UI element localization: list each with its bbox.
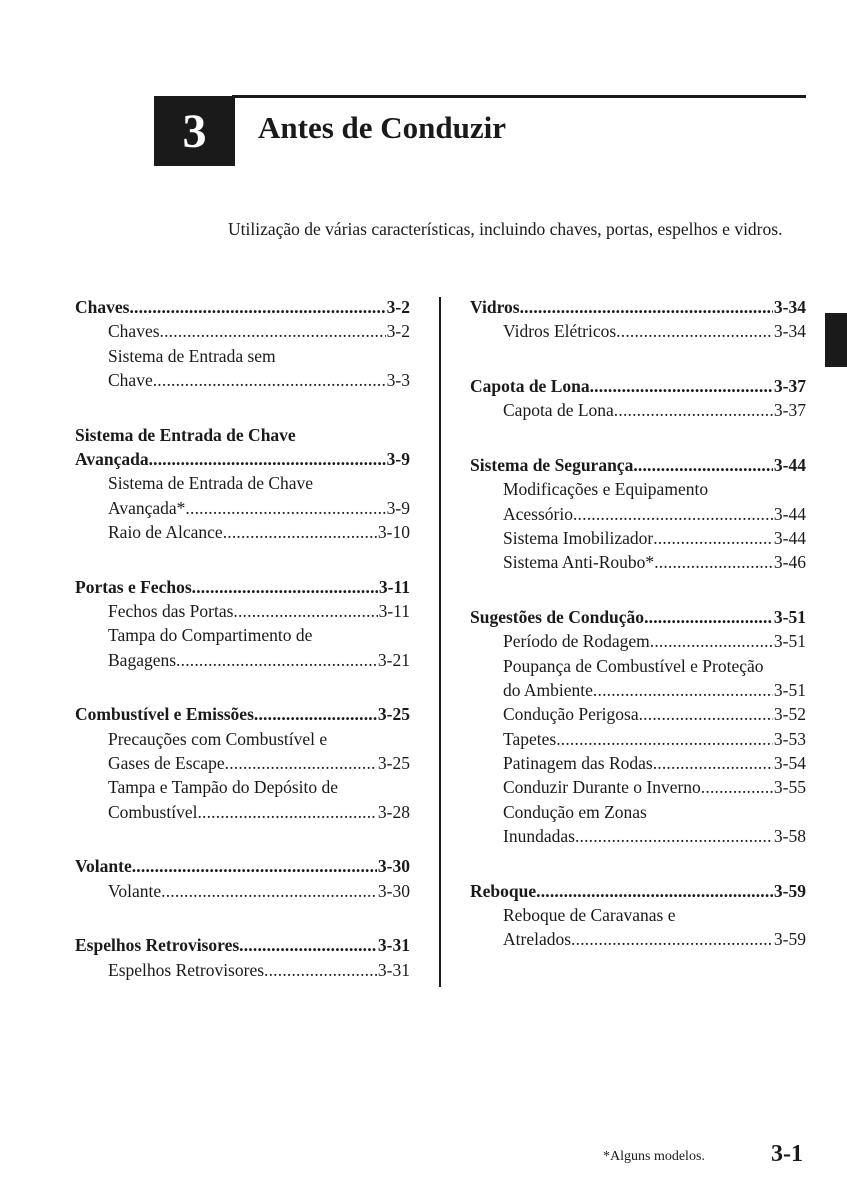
toc-item[interactable] <box>470 629 806 653</box>
dot-leader <box>520 295 773 319</box>
toc-item[interactable] <box>470 502 806 526</box>
dot-leader <box>185 496 385 520</box>
chapter-number-box <box>154 96 235 166</box>
dot-leader <box>223 520 377 544</box>
toc-item-label: Gases de Escape <box>108 752 225 773</box>
dot-leader <box>573 502 773 526</box>
toc-section-heading[interactable] <box>75 702 410 726</box>
column-divider <box>439 297 441 987</box>
toc-section <box>75 702 410 823</box>
toc-item-label: Patinagem das Rodas <box>503 752 653 773</box>
toc-item[interactable] <box>75 599 410 623</box>
chapter-tab-marker <box>825 313 847 367</box>
dot-leader <box>653 526 773 550</box>
dot-leader <box>701 775 773 799</box>
toc-item-line: Tampa do Compartimento de <box>108 625 313 646</box>
toc-item-label: Capota de Lona <box>503 400 614 421</box>
toc-section-heading-label: Volante <box>75 856 132 877</box>
toc-item-page: 3-44 <box>773 503 806 524</box>
toc-item-page: 3-52 <box>773 704 806 725</box>
toc-item-page: 3-28 <box>377 801 410 822</box>
toc-left-column <box>75 295 410 1013</box>
dot-leader <box>653 751 773 775</box>
toc-item[interactable] <box>470 678 806 702</box>
dot-leader <box>153 368 386 392</box>
toc-item-page: 3-37 <box>773 400 806 421</box>
toc-item[interactable] <box>75 648 410 672</box>
toc-item[interactable] <box>470 526 806 550</box>
toc-section <box>470 879 806 952</box>
toc-item-label: Sistema Anti-Roubo* <box>503 552 655 573</box>
toc-item-line: Tampa e Tampão do Depósito de <box>108 777 339 798</box>
toc-item-label: Avançada* <box>108 497 186 518</box>
toc-section-heading-label: Espelhos Retrovisores <box>75 935 240 956</box>
toc-item-label: Acessório <box>503 503 573 524</box>
toc-item[interactable] <box>75 496 410 520</box>
toc-item-page: 3-46 <box>773 552 806 573</box>
toc-item-page: 3-54 <box>773 752 806 773</box>
dot-leader <box>225 751 377 775</box>
toc-item-page: 3-10 <box>377 521 410 542</box>
dot-leader <box>616 319 773 343</box>
toc-item-label: Conduzir Durante o Inverno <box>503 777 701 798</box>
toc-item-page: 3-31 <box>377 959 410 980</box>
toc-item-page: 3-51 <box>773 680 806 701</box>
toc-section-heading-page: 3-30 <box>377 856 410 877</box>
toc-item-label: Chave <box>108 369 153 390</box>
toc-section-heading[interactable] <box>470 453 806 477</box>
toc-section-heading[interactable] <box>75 447 410 471</box>
toc-item-label: Volante <box>108 880 162 901</box>
dot-leader <box>614 398 773 422</box>
toc-section-title-line: Sistema de Entrada de Chave <box>75 424 296 445</box>
toc-item-line: Condução em Zonas <box>503 801 647 822</box>
dot-leader <box>254 702 377 726</box>
toc-section <box>75 295 410 392</box>
toc-right-column <box>470 295 806 982</box>
dot-leader <box>639 702 773 726</box>
dot-leader <box>590 374 773 398</box>
toc-section-heading-label: Portas e Fechos <box>75 576 192 597</box>
toc-section-heading-page: 3-44 <box>773 455 806 476</box>
toc-item[interactable] <box>470 727 806 751</box>
dot-leader <box>161 879 377 903</box>
toc-item-label: Raio de Alcance <box>108 521 223 542</box>
toc-section <box>470 453 806 574</box>
toc-section-heading[interactable] <box>470 374 806 398</box>
toc-section-heading-page: 3-31 <box>377 935 410 956</box>
dot-leader <box>650 629 773 653</box>
toc-item-label: Condução Perigosa <box>503 704 639 725</box>
toc-item-label: Período de Rodagem <box>503 631 650 652</box>
toc-item[interactable] <box>470 751 806 775</box>
toc-section <box>75 854 410 903</box>
toc-item-line: Modificações e Equipamento <box>503 479 709 500</box>
toc-item-line: Reboque de Caravanas e <box>503 904 676 925</box>
toc-item-page: 3-51 <box>773 631 806 652</box>
toc-section-heading-label: Reboque <box>470 880 537 901</box>
toc-item-line: Sistema de Entrada de Chave <box>108 473 314 494</box>
dot-leader <box>644 605 773 629</box>
toc-item-page: 3-59 <box>773 929 806 950</box>
toc-item-label: Chaves <box>108 321 160 342</box>
toc-section-heading-page: 3-34 <box>773 297 806 317</box>
dot-leader <box>129 295 385 319</box>
toc-item-label: Inundadas <box>503 825 575 846</box>
toc-section-heading-page: 3-59 <box>773 880 806 901</box>
toc-item-label: Combustível <box>108 801 198 822</box>
toc-item-label: Espelhos Retrovisores <box>108 959 265 980</box>
toc-item[interactable] <box>75 319 410 343</box>
toc-item[interactable] <box>75 800 410 824</box>
toc-section-heading[interactable] <box>75 933 410 957</box>
toc-item-label: Bagagens <box>108 649 177 670</box>
header-rule <box>232 95 806 98</box>
toc-item-label: Sistema Imobilizador <box>503 528 654 549</box>
dot-leader <box>575 824 773 848</box>
toc-item-page: 3-53 <box>773 728 806 749</box>
toc-section-heading-label: Combustível e Emissões <box>75 704 254 725</box>
toc-item[interactable] <box>470 319 806 343</box>
toc-section-heading[interactable] <box>75 854 410 878</box>
toc-item[interactable] <box>470 824 806 848</box>
toc-item[interactable] <box>75 879 410 903</box>
toc-section-heading-label: Chaves <box>75 297 130 317</box>
dot-leader <box>556 727 773 751</box>
toc-item-page: 3-58 <box>773 825 806 846</box>
toc-item[interactable] <box>75 958 410 982</box>
toc-item[interactable] <box>470 927 806 951</box>
toc-item-page: 3-44 <box>773 528 806 549</box>
toc-item-label: Vidros Elétricos <box>503 321 617 342</box>
toc-section <box>470 295 806 344</box>
dot-leader <box>654 550 773 574</box>
toc-section <box>75 933 410 982</box>
toc-item-page: 3-55 <box>773 777 806 798</box>
footnote: *Alguns modelos. <box>603 1149 705 1164</box>
toc-section-heading-page: 3-2 <box>386 297 410 317</box>
toc-section <box>75 423 410 544</box>
dot-leader <box>176 648 377 672</box>
dot-leader <box>197 800 376 824</box>
toc-section-heading-label: Capota de Lona <box>470 376 590 397</box>
toc-section <box>470 374 806 423</box>
toc-item-page: 3-34 <box>773 321 806 342</box>
dot-leader <box>571 927 773 951</box>
chapter-number: 3 <box>182 104 207 158</box>
dot-leader <box>233 599 377 623</box>
toc-section-heading-label: Sugestões de Condução <box>470 607 645 628</box>
toc-section-heading-label: Sistema de Segurança <box>470 455 634 476</box>
toc-section-heading[interactable] <box>470 605 806 629</box>
toc-item-page: 3-2 <box>386 321 410 342</box>
dot-leader <box>160 319 386 343</box>
dot-leader <box>239 933 377 957</box>
dot-leader <box>132 854 377 878</box>
toc-item-label: Tapetes <box>503 728 557 749</box>
toc-item-line: Sistema de Entrada sem <box>108 345 276 366</box>
toc-item-page: 3-30 <box>377 880 410 901</box>
toc-item[interactable] <box>470 550 806 574</box>
toc-item[interactable] <box>470 702 806 726</box>
toc-item[interactable] <box>75 751 410 775</box>
toc-item-page: 3-25 <box>377 752 410 773</box>
toc-section-heading[interactable] <box>470 879 806 903</box>
dot-leader <box>536 879 773 903</box>
toc-item-page: 3-21 <box>377 649 410 670</box>
toc-section-heading-page: 3-51 <box>773 607 806 628</box>
toc-section-heading-page: 3-11 <box>378 576 410 597</box>
toc-item-page: 3-3 <box>386 369 410 390</box>
toc-section-heading[interactable] <box>75 295 410 319</box>
dot-leader <box>192 575 378 599</box>
toc-section-heading-page: 3-9 <box>386 448 410 469</box>
toc-item-line: Precauções com Combustível e <box>108 728 328 749</box>
toc-section-heading-label: Vidros <box>470 297 520 317</box>
toc-section-heading-label: Avançada <box>75 448 149 469</box>
toc-item-label: do Ambiente <box>503 680 593 701</box>
chapter-title: Antes de Conduzir <box>258 110 507 145</box>
page-number: 3-1 <box>771 1141 803 1167</box>
chapter-intro: Utilização de várias características, incluindo chaves, portas, espelhos e vidros. <box>228 219 783 239</box>
toc-section-heading[interactable] <box>75 575 410 599</box>
toc-item-label: Fechos das Portas <box>108 600 234 621</box>
toc-section <box>75 575 410 672</box>
toc-section <box>470 605 806 848</box>
toc-item-line: Poupança de Combustível e Proteção <box>503 655 764 676</box>
dot-leader <box>593 678 773 702</box>
toc-item[interactable] <box>75 368 410 392</box>
toc-section-heading[interactable] <box>470 295 806 319</box>
dot-leader <box>264 958 377 982</box>
toc-item[interactable] <box>470 775 806 799</box>
dot-leader <box>633 453 773 477</box>
toc-section-heading-page: 3-25 <box>377 704 410 725</box>
toc-item[interactable] <box>75 520 410 544</box>
toc-item-label: Atrelados <box>503 929 572 950</box>
toc-section-heading-page: 3-37 <box>773 376 806 397</box>
dot-leader <box>149 447 386 471</box>
toc-item[interactable] <box>470 398 806 422</box>
toc-item-page: 3-9 <box>386 497 410 518</box>
toc-item-page: 3-11 <box>378 600 410 621</box>
